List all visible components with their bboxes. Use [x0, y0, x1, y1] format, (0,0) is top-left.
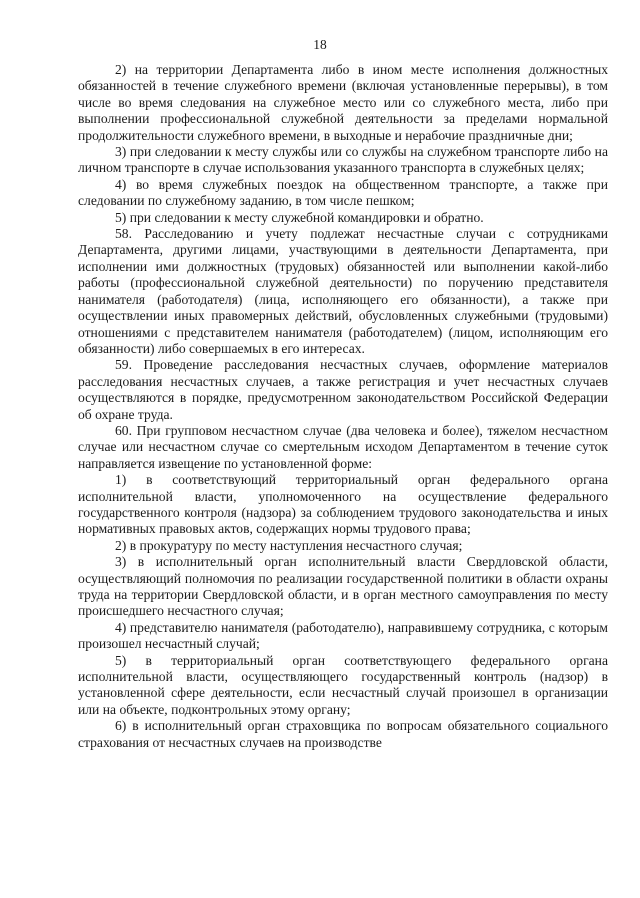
paragraph-item-3: 3) при следовании к месту службы или со службы на служебном транспорте либо на личном транспорте в случае использования указанного транспорта в служебных целях;: [78, 144, 608, 176]
document-body: [78, 62, 608, 751]
paragraph-section-58: 58. Расследованию и учету подлежат несчастные случаи с сотрудниками Департамента, другими лицами, участвующими в деятельности Департамента, при исполнении ими должностных (трудовых) обязанностей или выполнении какой-либо работы (профессиональной служебной деятельности) по поручению представителя нанимателя (работодателя) (лица, исполняющего его обязанности), а также при осуществлении иных правомерных действий, обусловленных служебными (трудовыми) отношениями с представителем нанимателя (работодателем) (лицом, исполняющим его обязанности) либо совершаемых в его интересах.: [78, 226, 608, 356]
paragraph-item-2: 2) на территории Департамента либо в ином месте исполнения должностных обязанностей в течение служебного времени (включая установленные перерывы), в том числе во время следования на служебное место или со служебного места, либо при выполнении профессиональной служебной деятельности за пределами нормальной продолжительности служебного времени, в выходные и нерабочие праздничные дни;: [78, 62, 608, 143]
paragraph-60-item-2: 2) в прокуратуру по месту наступления несчастного случая;: [115, 537, 463, 553]
paragraph-60-item-3: 3) в исполнительный орган исполнительный власти Свердловской области, осуществляющий полномочия по реализации государственной политики в области охраны труда на территории Свердловской области, и в орган местного самоуправления по месту происшедшего несчастного случая;: [78, 554, 608, 619]
paragraph-60-item-4: 4) представителю нанимателя (работодателю), направившему сотрудника, с которым произошел несчастный случай;: [78, 619, 608, 652]
paragraph-section-60: 60. При групповом несчастном случае (два человека и более), тяжелом несчастном случае или несчастном случае со смертельным исходом Департаментом в течение суток направляется извещение по установленной форме:: [78, 422, 608, 471]
paragraph-section-59: 59. Проведение расследования несчастных случаев, оформление материалов расследования несчастных случаев, а также регистрация и учет несчастных случаев осуществляются в порядке, предусмотренном законодательством Российской Федерации об охране труда.: [78, 357, 608, 422]
paragraph-item-5: 5) при следовании к месту служебной командировки и обратно.: [115, 209, 484, 225]
paragraph-60-item-6: 6) в исполнительный орган страховщика по вопросам обязательного социального страхования от несчастных случаев на производстве: [78, 718, 608, 750]
page-number: 18: [313, 37, 327, 52]
paragraph-item-4: 4) во время служебных поездок на общественном транспорте, а также при следовании по служебному заданию, в том числе пешком;: [78, 176, 608, 209]
paragraph-60-item-5: 5) в территориальный орган соответствующего федерального органа исполнительной власти, осуществляющего государственный контроль (надзор) в установленной сфере деятельности, если несчастный случай произошел в организации или на объекте, подконтрольных этому органу;: [78, 652, 608, 717]
paragraph-60-item-1: 1) в соответствующий территориальный орган федерального органа исполнительной власти, уполномоченного на осуществление федерального государственного контроля (надзора) за соблюдением трудового законодательства и иных нормативных правовых актов, содержащих нормы трудового права;: [78, 472, 608, 537]
